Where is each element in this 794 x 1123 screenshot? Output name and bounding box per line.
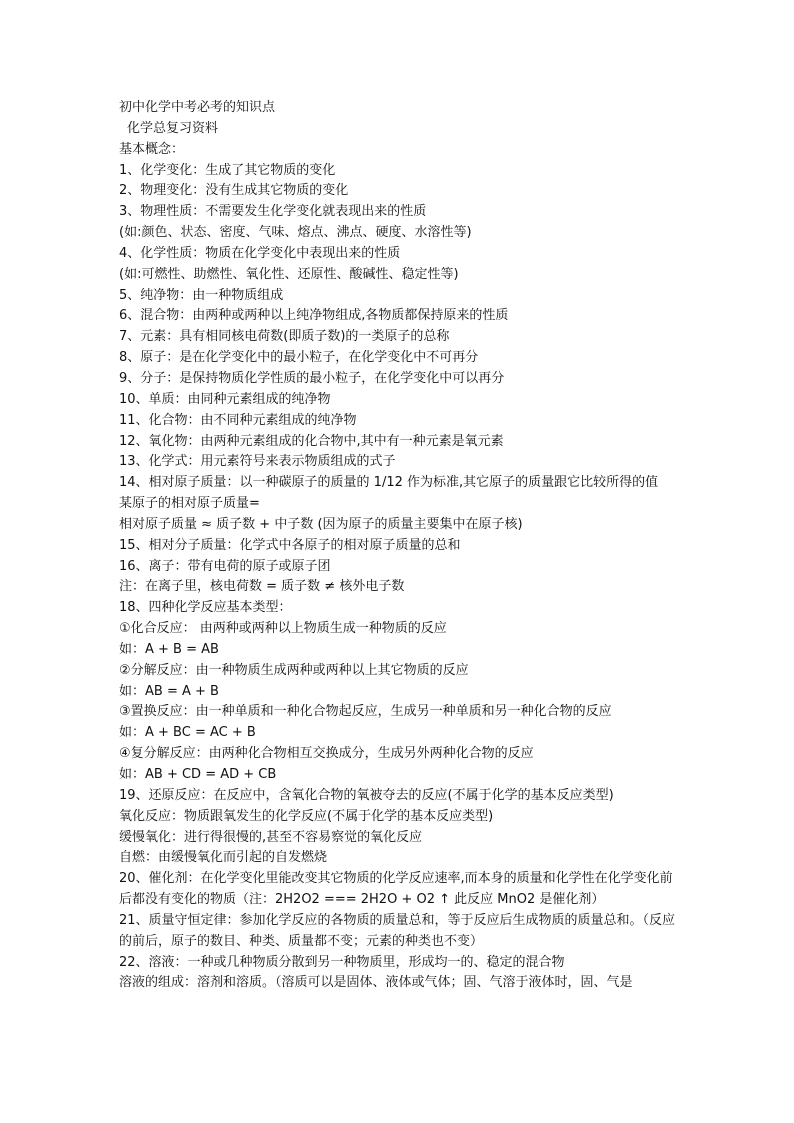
paragraph-line: 15、相对分子质量：化学式中各原子的相对原子质量的总和 (119, 537, 461, 553)
paragraph-line: 10、单质：由同种元素组成的纯净物 (119, 391, 331, 407)
paragraph-line: (如:可燃性、助燃性、氧化性、还原性、酸碱性、稳定性等) (119, 266, 459, 282)
paragraph-line: (如:颜色、状态、密度、气味、熔点、沸点、硬度、水溶性等) (119, 225, 472, 241)
document-subtitle: 化学总复习资料 (127, 120, 219, 136)
paragraph-line: 如：AB + CD = AD + CB (119, 767, 277, 782)
paragraph-line: 缓慢氧化：进行得很慢的,甚至不容易察觉的氧化反应 (119, 829, 423, 845)
paragraph-line: 21、质量守恒定律：参加化学反应的各物质的质量总和，等于反应后生成物质的质量总和。（反应的前后，原子的数目、种类、质量都不变；元素的种类也不变） (119, 912, 676, 949)
paragraph-line: 如：A + BC = AC + B (119, 725, 256, 741)
paragraph-line: 1、化学变化：生成了其它物质的变化 (119, 162, 336, 178)
document-title: 初中化学中考必考的知识点 (119, 100, 276, 115)
paragraph-line: 9、分子：是保持物质化学性质的最小粒子，在化学变化中可以再分 (119, 370, 505, 386)
paragraph-line: 22、溶液：一种或几种物质分散到另一种物质里，形成均一的、稳定的混合物 (119, 954, 565, 970)
paragraph-line: 13、化学式：用元素符号来表示物质组成的式子 (119, 454, 396, 470)
paragraph-line: 某原子的相对原子质量= (119, 496, 260, 512)
paragraph-line: 溶液的组成：溶剂和溶质。（溶质可以是固体、液体或气体；固、气溶于液体时，固、气是 (119, 975, 633, 991)
paragraph-line: 6、混合物：由两种或两种以上纯净物组成,各物质都保持原来的性质 (119, 308, 509, 324)
paragraph-line: 18、四种化学反应基本类型： (119, 600, 292, 616)
paragraph-line: 7、元素：具有相同核电荷数(即质子数)的一类原子的总称 (119, 329, 450, 345)
paragraph-line: 8、原子：是在化学变化中的最小粒子，在化学变化中不可再分 (119, 350, 479, 366)
paragraph-line: 自燃：由缓慢氧化而引起的自发燃烧 (119, 850, 328, 866)
section-heading: 基本概念： (119, 141, 185, 157)
paragraph-line: 2、物理变化：没有生成其它物质的变化 (119, 183, 349, 199)
paragraph-line: 14、相对原子质量：以一种碳原子的质量的 1/12 作为标准,其它原子的质量跟它比较所得的值 (119, 475, 659, 491)
paragraph-line: 相对原子质量 ≈ 质子数 + 中子数 (因为原子的质量主要集中在原子核) (119, 516, 523, 532)
paragraph-line: ④复分解反应：由两种化合物相互交换成分，生成另外两种化合物的反应 (119, 746, 534, 762)
paragraph-line: ①化合反应： 由两种或两种以上物质生成一种物质的反应 (119, 621, 447, 637)
paragraph-line: 氧化反应：物质跟氧发生的化学反应(不属于化学的基本反应类型) (119, 808, 494, 824)
paragraph-line: 5、纯净物：由一种物质组成 (119, 287, 284, 303)
paragraph-line: 11、化合物：由不同种元素组成的纯净物 (119, 412, 357, 428)
paragraph-line: 20、催化剂：在化学变化里能改变其它物质的化学反应速率,而本身的质量和化学性在化学变化前后都没有变化的物质（注：2H2O2 === 2H2O + O2 ↑ 此反应 MnO2 是催化剂） (119, 871, 673, 908)
paragraph-line: 4、化学性质：物质在化学变化中表现出来的性质 (119, 245, 401, 261)
paragraph-line: 19、还原反应：在反应中，含氧化合物的氧被夺去的反应(不属于化学的基本反应类型) (119, 787, 614, 803)
paragraph-line: 3、物理性质：不需要发生化学变化就表现出来的性质 (119, 204, 427, 220)
paragraph-line: ②分解反应：由一种物质生成两种或两种以上其它物质的反应 (119, 662, 469, 678)
paragraph-line: 注：在离子里，核电荷数 = 质子数 ≠ 核外电子数 (119, 579, 405, 595)
paragraph-line: 12、氧化物：由两种元素组成的化合物中,其中有一种元素是氧元素 (119, 433, 504, 449)
paragraph-line: 如：AB = A + B (119, 683, 219, 699)
paragraph-line: 16、离子：带有电荷的原子或原子团 (119, 558, 331, 574)
document-body (119, 98, 679, 994)
paragraph-line: 如：A + B = AB (119, 641, 219, 657)
paragraph-line: ③置换反应：由一种单质和一种化合物起反应，生成另一种单质和另一种化合物的反应 (119, 704, 612, 720)
